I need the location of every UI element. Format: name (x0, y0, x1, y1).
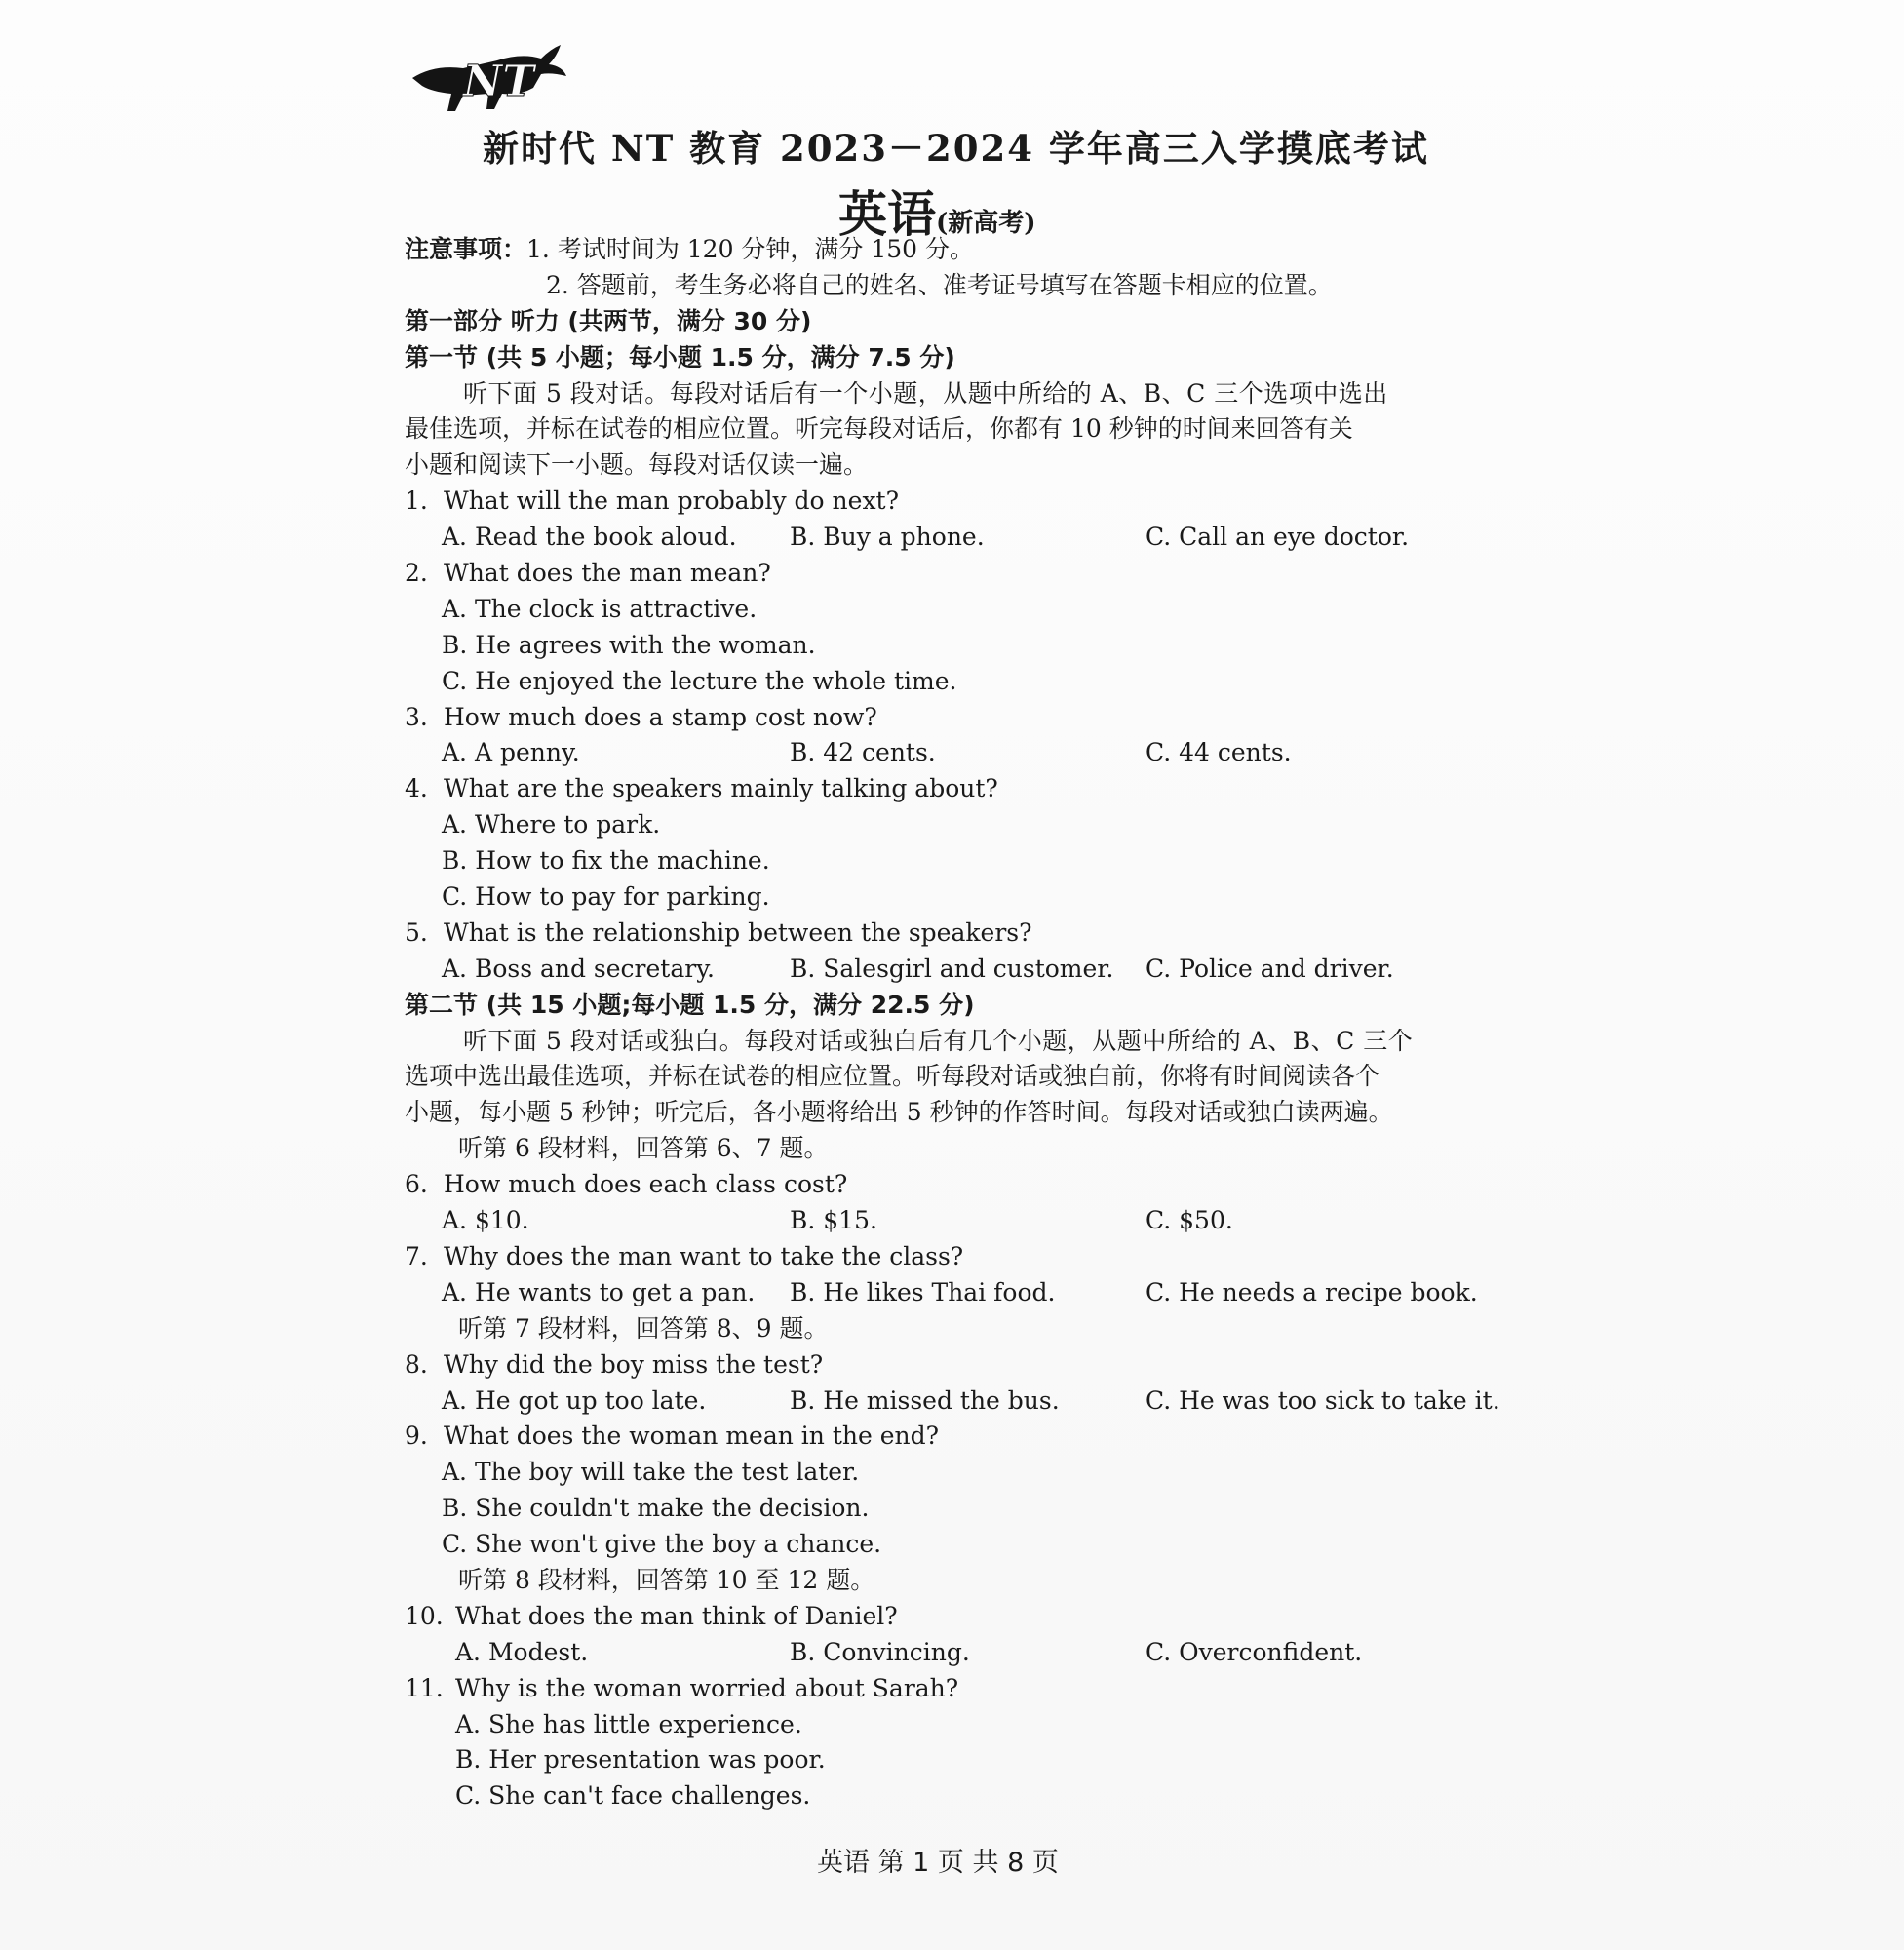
question-11 (405, 1671, 1526, 1707)
question-5 (405, 916, 1526, 952)
question-number: 4. (405, 774, 428, 803)
option-b: B. How to fix the machine. (442, 846, 770, 876)
question-10 (405, 1599, 1526, 1635)
option-b: B. 42 cents. (790, 738, 936, 767)
question-2 (405, 556, 1526, 592)
question-number: 6. (405, 1170, 428, 1199)
option-c: C. Police and driver. (1146, 954, 1394, 983)
logo-text: NT (463, 57, 534, 106)
nt-bull-logo (405, 39, 570, 115)
material-7-note: 听第 7 段材料，回答第 8、9 题。 (458, 1313, 829, 1343)
notice-item-2: 2. 答题前，考生务必将自己的姓名、准考证号填写在答题卡相应的位置。 (546, 270, 1333, 299)
question-10-options (405, 1635, 1526, 1671)
option-c: C. He needs a recipe book. (1146, 1277, 1478, 1306)
question-text: How much does a stamp cost now? (444, 702, 877, 731)
section1-instructions-1: 听下面 5 段对话。每段对话后有一个小题，从题中所给的 A、B、C 三个选项中选出 (463, 378, 1388, 408)
question-7 (405, 1239, 1526, 1275)
option-a: A. The clock is attractive. (442, 594, 758, 623)
part1-heading: 第一部分 听力 (共两节，满分 30 分) (405, 306, 812, 335)
option-a: A. A penny. (442, 738, 580, 767)
question-number: 9. (405, 1422, 428, 1451)
question-text: Why does the man want to take the class? (444, 1241, 964, 1270)
question-text: How much does each class cost? (444, 1170, 848, 1199)
option-a: A. She has little experience. (455, 1709, 802, 1738)
section2-instructions-3: 小题，每小题 5 秒钟；听完后，各小题将给出 5 秒钟的作答时间。每段对话或独白读两遍。 (405, 1098, 1393, 1127)
notice-label: 注意事项： (405, 235, 527, 263)
option-a: A. He got up too late. (442, 1385, 707, 1415)
notice-line-2 (405, 268, 1526, 304)
question-number: 3. (405, 702, 428, 731)
option-b: B. Convincing. (790, 1637, 970, 1666)
question-3-options (405, 735, 1526, 771)
option-c: C. 44 cents. (1146, 738, 1292, 767)
option-b: B. Salesgirl and customer. (790, 954, 1114, 983)
section1-instructions-2: 最佳选项，并标在试卷的相应位置。听完每段对话后，你都有 10 秒钟的时间来回答有关 (405, 414, 1353, 444)
page-footer: 英语 第 1 页 共 8 页 (817, 1848, 1059, 1878)
option-c: C. He was too sick to take it. (1146, 1385, 1500, 1415)
question-number: 1. (405, 487, 428, 516)
option-c: C. She won't give the boy a chance. (442, 1530, 882, 1559)
question-text: Why is the woman worried about Sarah? (455, 1673, 959, 1702)
question-number: 10. (405, 1601, 444, 1630)
exam-title: 新时代 NT 教育 2023－2024 学年高三入学摸底考试 (483, 127, 1429, 170)
question-text: What will the man probably do next? (444, 487, 900, 516)
option-b: B. $15. (790, 1206, 877, 1235)
question-1-options (405, 520, 1526, 556)
question-7-options (405, 1275, 1526, 1311)
question-text: What does the woman mean in the end? (444, 1422, 940, 1451)
option-a: A. Where to park. (442, 810, 661, 839)
question-text: What is the relationship between the speakers? (444, 917, 1032, 947)
section1-heading: 第一节 (共 5 小题；每小题 1.5 分，满分 7.5 分) (405, 342, 955, 371)
question-9 (405, 1419, 1526, 1455)
option-c: C. Overconfident. (1146, 1637, 1363, 1666)
question-text: What does the man mean? (444, 559, 771, 588)
option-a: A. The boy will take the test later. (442, 1458, 860, 1487)
option-b: B. He agrees with the woman. (442, 630, 816, 659)
section2-instructions-1: 听下面 5 段对话或独白。每段对话或独白后有几个小题，从题中所给的 A、B、C 三个 (463, 1026, 1414, 1055)
question-number: 2. (405, 559, 428, 588)
question-8 (405, 1347, 1526, 1384)
exam-content (405, 232, 1526, 1814)
question-number: 11. (405, 1673, 444, 1702)
option-c: C. $50. (1146, 1206, 1233, 1235)
section2-instructions-2: 选项中选出最佳选项，并标在试卷的相应位置。听每段对话或独白前，你将有时间阅读各个 (405, 1062, 1380, 1091)
section1-instructions-3: 小题和阅读下一小题。每段对话仅读一遍。 (405, 450, 869, 480)
material-6-note: 听第 6 段材料，回答第 6、7 题。 (458, 1134, 829, 1163)
question-number: 8. (405, 1349, 428, 1379)
option-a: A. He wants to get a pan. (442, 1277, 756, 1306)
question-number: 7. (405, 1241, 428, 1270)
question-text: Why did the boy miss the test? (444, 1349, 824, 1379)
option-c: C. Call an eye doctor. (1146, 523, 1410, 552)
notice-item-1: 1. 考试时间为 120 分钟，满分 150 分。 (526, 235, 975, 263)
subject-subtitle: (新高考) (936, 209, 1036, 238)
question-8-options (405, 1384, 1526, 1420)
question-3 (405, 700, 1526, 736)
question-text: What are the speakers mainly talking about? (444, 774, 998, 803)
option-a: A. $10. (442, 1206, 529, 1235)
option-c: C. He enjoyed the lecture the whole time. (442, 666, 957, 695)
option-a: A. Read the book aloud. (442, 523, 737, 552)
option-c: C. How to pay for parking. (442, 882, 770, 912)
material-8-note: 听第 8 段材料，回答第 10 至 12 题。 (458, 1565, 875, 1594)
option-a: A. Boss and secretary. (442, 954, 715, 983)
question-5-options (405, 952, 1526, 988)
option-b: B. Buy a phone. (790, 523, 985, 552)
option-b: B. Her presentation was poor. (455, 1745, 826, 1774)
section2-heading: 第二节 (共 15 小题;每小题 1.5 分，满分 22.5 分) (405, 990, 975, 1019)
question-4 (405, 771, 1526, 807)
question-1 (405, 484, 1526, 520)
option-b: B. She couldn't make the decision. (442, 1494, 870, 1523)
notice-line-1 (405, 232, 1526, 268)
subject-name: 英语 (838, 185, 936, 243)
question-number: 5. (405, 917, 428, 947)
question-6-options (405, 1203, 1526, 1239)
option-a: A. Modest. (455, 1637, 589, 1666)
question-6 (405, 1167, 1526, 1203)
option-b: B. He missed the bus. (790, 1385, 1060, 1415)
option-b: B. He likes Thai food. (790, 1277, 1056, 1306)
option-c: C. She can't face challenges. (455, 1781, 811, 1811)
question-text: What does the man think of Daniel? (455, 1601, 898, 1630)
